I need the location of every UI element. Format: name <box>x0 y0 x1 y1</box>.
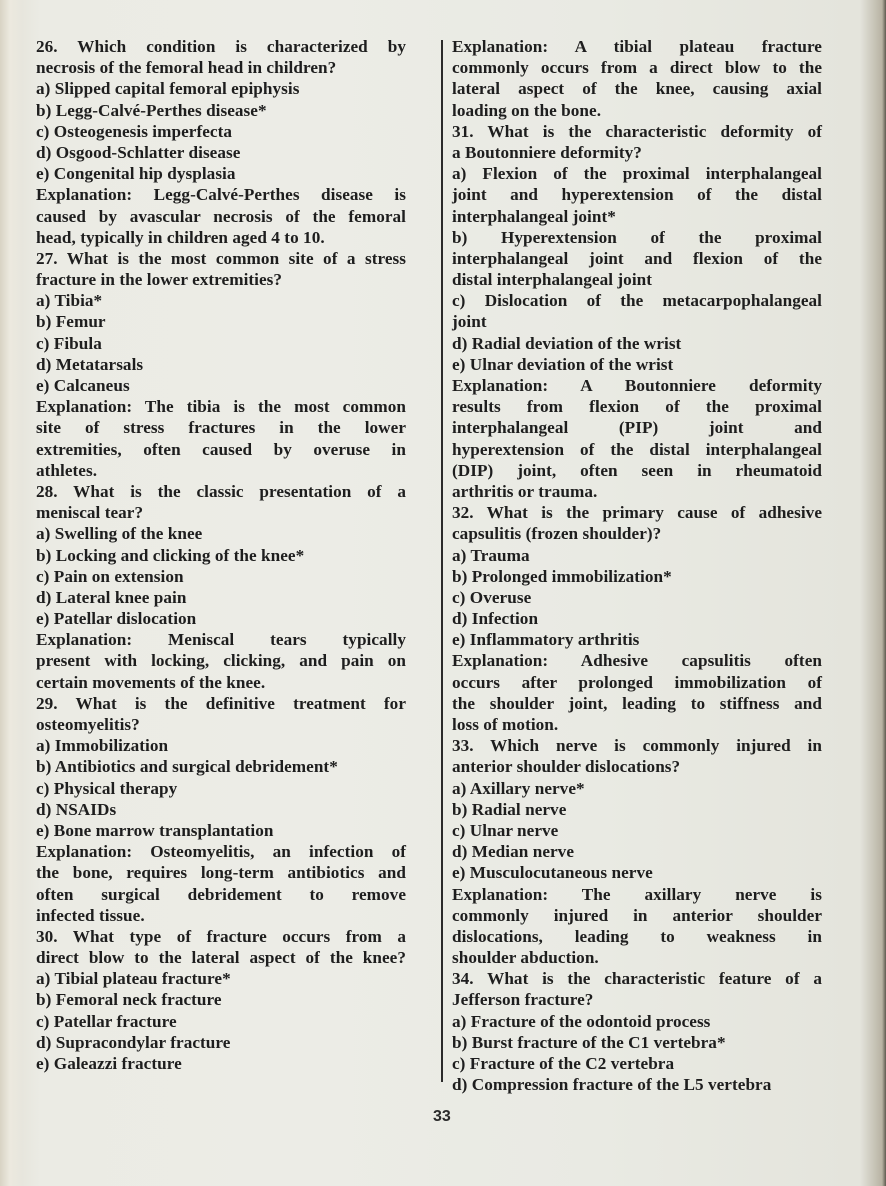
text-line: e) Bone marrow transplantation <box>36 820 274 840</box>
text-line: 28. What is the classic presentation of a <box>36 481 406 501</box>
text-line: d) Compression fracture of the L5 vertebra <box>452 1075 772 1095</box>
text-line: b) Legg-Calvé-Perthes disease* <box>36 100 267 120</box>
text-line: d) Metatarsals <box>36 354 144 374</box>
text-line: Explanation: A tibial plateau fracture <box>452 37 822 56</box>
text-line: e) Congenital hip dysplasia <box>36 164 236 184</box>
text-line: b) Hyperextension of the proximal <box>452 227 822 247</box>
text-line: e) Patellar dislocation <box>36 609 197 629</box>
text-line: a) Tibia* <box>36 291 103 311</box>
text-line: Explanation: Osteomyelitis, an infection of <box>36 842 406 862</box>
text-line: b) Radial nerve <box>452 799 567 819</box>
text-line: extremities, often caused by overuse in <box>36 439 406 459</box>
text-line: shoulder abduction. <box>452 948 599 968</box>
text-line: e) Galeazzi fracture <box>36 1054 182 1073</box>
text-line: commonly occurs from a direct blow to the <box>452 58 822 78</box>
text-line: commonly injured in anterior shoulder <box>452 905 822 925</box>
text-line: c) Osteogenesis imperfecta <box>36 121 233 141</box>
text-line: d) NSAIDs <box>36 799 117 819</box>
text-line: 34. What is the characteristic feature of a <box>452 969 822 989</box>
text-line: anterior shoulder dislocations? <box>452 757 681 777</box>
text-line: d) Supracondylar fracture <box>36 1032 231 1052</box>
text-line: joint <box>452 312 487 332</box>
text-line: the shoulder joint, leading to stiffness and <box>452 693 822 713</box>
text-line: b) Burst fracture of the C1 vertebra* <box>452 1032 726 1052</box>
text-line: a) Axillary nerve* <box>452 778 585 798</box>
text-line: c) Physical therapy <box>36 778 178 798</box>
text-line: d) Median nerve <box>452 842 575 862</box>
text-line: b) Femoral neck fracture <box>36 990 222 1010</box>
text-line: caused by avascular necrosis of the femoral <box>36 206 406 226</box>
text-line: a) Fracture of the odontoid process <box>452 1011 711 1031</box>
text-line: c) Fibula <box>36 333 102 353</box>
text-line: 30. What type of fracture occurs from a <box>36 926 406 946</box>
text-line: Explanation: The tibia is the most common <box>36 397 406 417</box>
text-line: certain movements of the knee. <box>36 672 266 692</box>
text-line: distal interphalangeal joint <box>452 270 653 290</box>
text-line: 33. Which nerve is commonly injured in <box>452 736 822 756</box>
text-line: athletes. <box>36 460 98 480</box>
text-line: b) Femur <box>36 312 106 332</box>
page-number: 33 <box>433 1108 451 1125</box>
text-line: c) Fracture of the C2 vertebra <box>452 1054 675 1073</box>
text-line: Jefferson fracture? <box>452 990 594 1010</box>
text-line: fracture in the lower extremities? <box>36 270 283 290</box>
text-line: direct blow to the lateral aspect of the knee? <box>36 948 406 968</box>
text-line: interphalangeal joint* <box>452 206 616 226</box>
text-line: Explanation: Meniscal tears typically <box>36 630 406 650</box>
text-line: c) Patellar fracture <box>36 1011 177 1031</box>
text-line: lateral aspect of the knee, causing axial <box>452 79 822 99</box>
text-line: b) Locking and clicking of the knee* <box>36 545 305 565</box>
text-line: e) Inflammatory arthritis <box>452 630 640 650</box>
text-line: Explanation: A Boutonniere deformity <box>452 376 822 395</box>
text-line: arthritis or trauma. <box>452 481 598 501</box>
text-line: a) Flexion of the proximal interphalangeal <box>452 164 822 184</box>
text-line: a Boutonniere deformity? <box>452 142 642 162</box>
text-line: loading on the bone. <box>452 100 602 120</box>
text-line: c) Ulnar nerve <box>452 820 559 840</box>
text-line: hyperextension of the distal interphalangeal <box>452 439 822 459</box>
text-line: 29. What is the definitive treatment for <box>36 693 406 713</box>
text-line: interphalangeal joint and flexion of the <box>452 248 822 268</box>
text-line: e) Ulnar deviation of the wrist <box>452 354 674 374</box>
text-line: a) Swelling of the knee <box>36 524 203 544</box>
text-line: a) Slipped capital femoral epiphysis <box>36 79 300 99</box>
text-line: d) Infection <box>452 609 539 629</box>
right-column <box>452 36 822 1095</box>
text-line: 32. What is the primary cause of adhesive <box>452 503 822 523</box>
text-line: a) Immobilization <box>36 736 169 756</box>
text-line: site of stress fractures in the lower <box>36 418 406 438</box>
text-line: often surgical debridement to remove <box>36 884 406 904</box>
text-line: joint and hyperextension of the distal <box>452 185 822 205</box>
text-line: a) Tibial plateau fracture* <box>36 969 231 989</box>
text-line: Explanation: The axillary nerve is <box>452 884 822 904</box>
text-line: d) Radial deviation of the wrist <box>452 333 682 353</box>
text-line: infected tissue. <box>36 905 145 925</box>
text-line: present with locking, clicking, and pain on <box>36 651 406 671</box>
text-line: Explanation: Legg-Calvé-Perthes disease is <box>36 185 406 205</box>
text-line: c) Overuse <box>452 587 532 607</box>
text-line: 27. What is the most common site of a stress <box>36 248 406 268</box>
text-line: loss of motion. <box>452 715 559 734</box>
text-line: the bone, requires long-term antibiotics and <box>36 863 406 883</box>
text-line: Explanation: Adhesive capsulitis often <box>452 651 822 671</box>
text-line: meniscal tear? <box>36 503 144 523</box>
text-line: e) Calcaneus <box>36 376 130 395</box>
left-column <box>36 36 406 1074</box>
text-line: c) Dislocation of the metacarpophalangeal <box>452 291 822 311</box>
text-line: results from flexion of the proximal <box>452 397 822 417</box>
text-line: b) Prolonged immobilization* <box>452 566 672 586</box>
text-line: head, typically in children aged 4 to 10. <box>36 227 325 247</box>
text-line: e) Musculocutaneous nerve <box>452 863 653 883</box>
column-divider <box>441 40 443 1082</box>
text-line: d) Osgood-Schlatter disease <box>36 142 241 162</box>
text-line: 31. What is the characteristic deformity of <box>452 121 822 141</box>
text-line: c) Pain on extension <box>36 566 184 586</box>
text-line: a) Trauma <box>452 545 530 565</box>
text-line: b) Antibiotics and surgical debridement* <box>36 757 338 777</box>
text-line: capsulitis (frozen shoulder)? <box>452 524 662 544</box>
text-line: (DIP) joint, often seen in rheumatoid <box>452 460 822 480</box>
text-line: 26. Which condition is characterized by <box>36 37 406 56</box>
text-line: d) Lateral knee pain <box>36 587 187 607</box>
text-line: occurs after prolonged immobilization of <box>452 672 822 692</box>
text-line: dislocations, leading to weakness in <box>452 926 822 946</box>
text-line: osteomyelitis? <box>36 715 140 734</box>
text-line: necrosis of the femoral head in children? <box>36 58 337 78</box>
text-line: interphalangeal (PIP) joint and <box>452 418 822 438</box>
